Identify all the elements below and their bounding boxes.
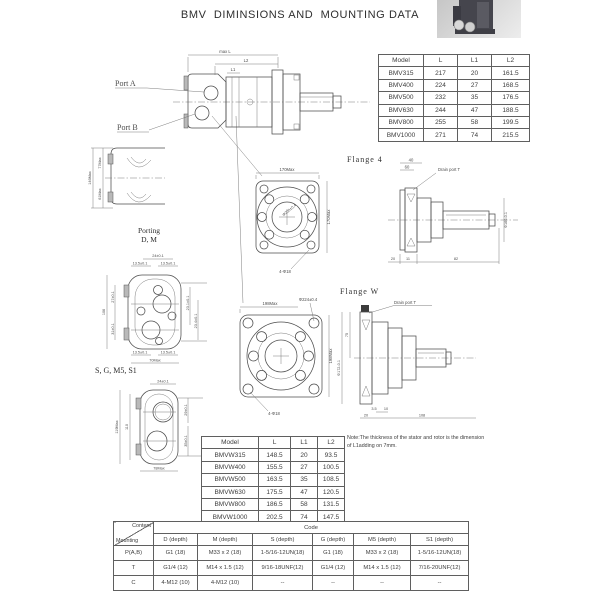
flangew-label: Flange W: [340, 287, 380, 296]
dim-label: 24±0.1: [152, 254, 164, 258]
table-cell: 47: [458, 104, 492, 116]
dim-label: 170Max: [279, 167, 295, 172]
row-label: BMVW315: [202, 449, 259, 461]
table-cell: 9/16-18UNF(12): [253, 561, 313, 576]
column-header: L1: [458, 55, 492, 67]
table-cell: 155.5: [259, 461, 291, 473]
table-row: [114, 561, 469, 576]
table-cell: 244: [424, 104, 458, 116]
row-label: BMV630: [379, 104, 424, 116]
motor-photo-image: [437, 0, 521, 38]
table-row: [202, 474, 345, 486]
table-cell: --: [253, 576, 313, 591]
table-cell: 255: [424, 116, 458, 128]
table-cell: 7/16-20UNF(12): [411, 561, 469, 576]
table-cell: 58: [291, 498, 318, 510]
dim-label: 198Max: [328, 348, 333, 364]
column-header: M5 (depth): [354, 534, 411, 546]
table-row: [114, 546, 469, 561]
dim-label: 119Max: [115, 420, 119, 434]
row-label: BMVW630: [202, 486, 259, 498]
dim-label: Φ200±0.4: [281, 203, 298, 218]
table-row: [379, 92, 530, 104]
table-cell: 131.5: [318, 498, 345, 510]
table-cell: M33 x 2 (18): [198, 546, 253, 561]
porting-dm-label-line2: D, M: [141, 235, 157, 244]
stator-note: [347, 435, 525, 450]
dim-label: 77Max: [98, 157, 102, 169]
flange4-label: Flange 4: [347, 155, 383, 164]
dim-label: 13.5±0.1: [160, 261, 176, 266]
row-label: BMVW800: [202, 498, 259, 510]
dim-label: L2: [243, 58, 249, 63]
dim-label: 146Max: [88, 171, 92, 185]
table-cell: 175.5: [259, 486, 291, 498]
table-cell: 93.5: [318, 449, 345, 461]
porting-dm-label: [126, 226, 172, 244]
note-line: of L1adding on 7mm.: [347, 442, 397, 449]
dim-label: 13.5±0.1: [132, 350, 148, 355]
table-cell: 168.5: [492, 79, 530, 91]
table-cell: 148.5: [259, 449, 291, 461]
table-cell: G1 (18): [154, 546, 198, 561]
dim-label: max L: [219, 49, 231, 54]
port-b-label: Port B: [117, 123, 138, 132]
sgm-label: S, G, M5, S1: [95, 366, 137, 375]
sgm-view-drawing: [88, 378, 210, 474]
column-header: L1: [291, 437, 318, 449]
table-cell: 58: [458, 116, 492, 128]
corner-header-mounting: Mounting: [116, 538, 139, 544]
mounting-code-table: [113, 521, 469, 591]
porting-dm-label-line1: Porting: [137, 226, 161, 235]
table-cell: G1/4 (12): [154, 561, 198, 576]
dim-label: 75: [345, 332, 349, 338]
table-cell: M33 x 2 (18): [354, 546, 411, 561]
table-cell: --: [411, 576, 469, 591]
table-cell: 199.5: [492, 116, 530, 128]
dim-label: Φ160-0.1: [504, 212, 508, 228]
column-header: L2: [492, 55, 530, 67]
table-cell: 47: [291, 486, 318, 498]
table-cell: G1 (18): [313, 546, 354, 561]
dim-label: Φ224±0.4: [298, 297, 318, 302]
dim-label: 78Max: [153, 466, 165, 471]
row-label: BMV400: [379, 79, 424, 91]
row-label: BMVW500: [202, 474, 259, 486]
column-header: L: [259, 437, 291, 449]
table-cell: 27: [291, 461, 318, 473]
dim-label: 20: [390, 257, 396, 261]
table-cell: 27: [458, 79, 492, 91]
flangew-front-view-drawing: [230, 293, 336, 421]
row-label: BMVW400: [202, 461, 259, 473]
dim-label: 23.1±0.1: [186, 295, 190, 311]
column-header: G (depth): [313, 534, 354, 546]
corner-header-cell: [114, 522, 154, 546]
column-header: L2: [318, 437, 345, 449]
row-label: BMV500: [379, 92, 424, 104]
table-cell: 163.5: [259, 474, 291, 486]
table-cell: 100.5: [318, 461, 345, 473]
page-title: BMV DIMINSIONS AND MOUNTING DATA: [180, 9, 420, 21]
table-row: [379, 67, 530, 79]
dim-label: 110: [125, 423, 129, 431]
dim-label: 13.5±0.1: [132, 261, 148, 266]
table-cell: 215.5: [492, 129, 530, 141]
table-cell: 74: [458, 129, 492, 141]
column-header: M (depth): [198, 534, 253, 546]
product-photo: [437, 0, 521, 38]
table-row: [379, 116, 530, 128]
dim-label: 106: [102, 308, 106, 316]
column-header: Model: [379, 55, 424, 67]
flange4-side-view-drawing: [386, 158, 522, 276]
dim-label: 29±0.1: [184, 404, 188, 416]
dim-label: 10: [383, 407, 389, 411]
table-cell: M14 x 1.5 (12): [198, 561, 253, 576]
table-cell: 35: [458, 92, 492, 104]
motor-rear-view-drawing: [85, 138, 165, 218]
dim-label: 40: [408, 157, 414, 163]
table-cell: 176.5: [492, 92, 530, 104]
dim-label: 198Max: [262, 301, 278, 306]
dim-label: 4-Φ18: [279, 269, 291, 274]
note-line: Note:The thickness of the stator and rotor is the dimension: [347, 435, 485, 441]
dim-label: 23.4±0.1: [194, 313, 198, 329]
corner-header-content: Content: [132, 523, 151, 529]
dim-label: Drain port T: [394, 300, 417, 305]
table-cell: 188.5: [492, 104, 530, 116]
table-cell: 186.5: [259, 498, 291, 510]
dim-label: 31±0.1: [111, 323, 115, 335]
table-cell: G1/4 (12): [313, 561, 354, 576]
table-cell: --: [313, 576, 354, 591]
table-row: [379, 104, 530, 116]
table-header-row: [379, 55, 530, 67]
table-row: [114, 576, 469, 591]
table-cell: 147.5: [318, 511, 345, 523]
dim-label: L1: [230, 67, 236, 72]
table-row: [202, 486, 345, 498]
column-header: S1 (depth): [411, 534, 469, 546]
table-cell: 224: [424, 79, 458, 91]
table-cell: 74: [291, 511, 318, 523]
table-row: [202, 461, 345, 473]
table-cell: 232: [424, 92, 458, 104]
row-label: P(A,B): [114, 546, 154, 561]
table-cell: 161.5: [492, 67, 530, 79]
dim-label: 70Max: [149, 358, 161, 363]
table-header-row: [114, 522, 469, 534]
dim-label: 20: [363, 413, 369, 418]
table-header-row: [114, 534, 469, 546]
dim-label: 61Max: [98, 188, 102, 200]
code-header: Code: [154, 522, 469, 534]
dim-label: 27±0.1: [111, 291, 115, 303]
dim-label: Drain port T: [438, 167, 461, 172]
dim-label: 3.5: [371, 407, 377, 411]
dim-label: 82: [453, 257, 459, 261]
table-row: [379, 129, 530, 141]
table-cell: 4-M12 (10): [198, 576, 253, 591]
porting-dm-view-drawing: [95, 245, 210, 367]
flange4-front-view-drawing: [233, 161, 337, 279]
dim-label: Φ172-0.1: [337, 360, 341, 376]
table-cell: 120.5: [318, 486, 345, 498]
column-header: S (depth): [253, 534, 313, 546]
column-header: Model: [202, 437, 259, 449]
table-cell: 1-5/16-12UN(18): [253, 546, 313, 561]
dim-label: 24±0.1: [157, 379, 169, 384]
dim-label: 108: [418, 413, 426, 418]
port-a-label: Port A: [115, 79, 136, 88]
table-cell: 35: [291, 474, 318, 486]
table-cell: 202.5: [259, 511, 291, 523]
row-label: BMVW1000: [202, 511, 259, 523]
row-label: BMV1000: [379, 129, 424, 141]
column-header: D (depth): [154, 534, 198, 546]
dim-label: 13.5±0.1: [160, 350, 176, 355]
dim-label: 35±0.1: [184, 435, 188, 447]
table-cell: 271: [424, 129, 458, 141]
flangew-side-view-drawing: [336, 288, 480, 428]
row-label: BMV315: [379, 67, 424, 79]
table-cell: 20: [291, 449, 318, 461]
row-label: C: [114, 576, 154, 591]
row-label: T: [114, 561, 154, 576]
row-label: BMV800: [379, 116, 424, 128]
dim-label: 11: [406, 257, 410, 261]
table-cell: 20: [458, 67, 492, 79]
bmv-dimension-table: [378, 54, 530, 142]
table-cell: M14 x 1.5 (12): [354, 561, 411, 576]
table-cell: 108.5: [318, 474, 345, 486]
table-row: [202, 498, 345, 510]
dim-label: 60: [404, 164, 410, 170]
table-cell: 1-5/16-12UN(18): [411, 546, 469, 561]
bmvw-dimension-table: [201, 436, 345, 524]
table-row: [202, 449, 345, 461]
table-header-row: [202, 437, 345, 449]
table-cell: 4-M12 (10): [154, 576, 198, 591]
table-cell: --: [354, 576, 411, 591]
table-cell: 217: [424, 67, 458, 79]
dim-label: 170Max: [326, 209, 331, 225]
dim-label: 4-Φ18: [268, 411, 280, 416]
table-row: [379, 79, 530, 91]
column-header: L: [424, 55, 458, 67]
